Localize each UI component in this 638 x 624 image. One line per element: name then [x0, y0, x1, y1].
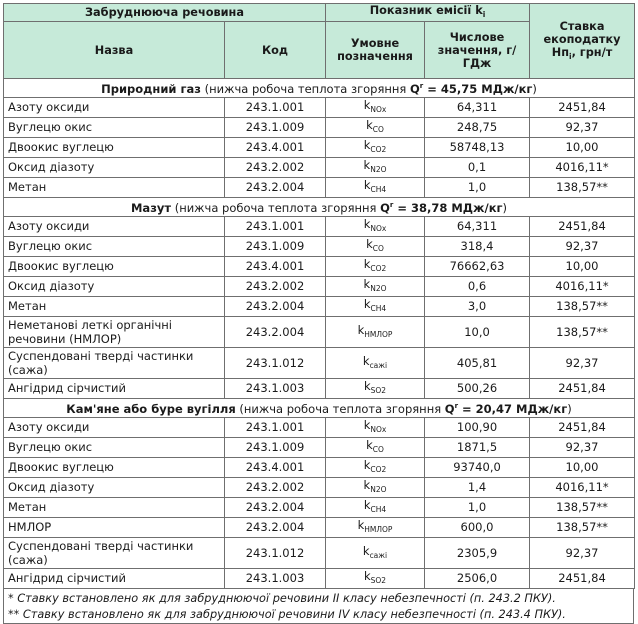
pollutant-code: 243.4.001 — [225, 458, 326, 478]
table-row — [4, 178, 635, 198]
section-q-sup: r — [419, 82, 424, 90]
tax-rate: 92,37 — [530, 237, 635, 257]
emission-value: 64,311 — [425, 217, 530, 237]
symbol-k: k — [357, 322, 365, 337]
section-header-row — [4, 79, 635, 98]
tax-rate: 10,00 — [530, 458, 635, 478]
name-header: Назва — [4, 22, 225, 79]
section-desc-suffix: ) — [502, 201, 508, 215]
section-q-symbol: Q — [380, 201, 390, 215]
emission-value: 1,4 — [425, 478, 530, 498]
pollutant-code: 243.2.002 — [225, 158, 326, 178]
table-body — [4, 79, 635, 589]
table-row — [4, 217, 635, 237]
tax-rate: 2451,84 — [530, 569, 635, 589]
emission-value: 10,0 — [425, 317, 530, 348]
symbol-subscript: НМЛОР — [364, 525, 393, 534]
section-heat-value — [380, 201, 502, 215]
tax-rate: 138,57** — [530, 498, 635, 518]
symbol-k: k — [363, 138, 371, 152]
table-row — [4, 569, 635, 589]
tax-rate: 92,37 — [530, 348, 635, 379]
emission-symbol — [326, 138, 425, 158]
symbol-subscript: НМЛОР — [364, 329, 393, 339]
pollutant-code: 243.4.001 — [225, 138, 326, 158]
emission-value: 76662,63 — [425, 257, 530, 277]
pollutant-name: Ангідрид сірчистий — [4, 569, 225, 589]
symbol-k: k — [363, 158, 371, 172]
table-row — [4, 297, 635, 317]
symbol-k: k — [363, 217, 371, 231]
emission-symbol — [326, 379, 425, 399]
pollutant-name: Оксид діазоту — [4, 158, 225, 178]
emission-value: 500,26 — [425, 379, 530, 399]
table-row — [4, 348, 635, 379]
section-desc-prefix: (нижча робоча теплота згоряння — [200, 82, 411, 96]
symbol-subscript: сажі — [369, 360, 388, 370]
section-q-symbol: Q — [410, 82, 420, 96]
pollutant-name: НМЛОР — [4, 518, 225, 538]
table-row — [4, 418, 635, 438]
pollutant-name: Вуглецю окис — [4, 438, 225, 458]
section-heat-number: = 20,47 МДж/кг — [458, 402, 568, 416]
symbol-subscript: CO2 — [370, 264, 387, 273]
emission-value: 405,81 — [425, 348, 530, 379]
tax-rate: 138,57** — [530, 518, 635, 538]
emission-value: 3,0 — [425, 297, 530, 317]
symbol-subscript: CH4 — [370, 185, 387, 194]
symbol-k: k — [363, 498, 371, 512]
emission-group-label: Показник емісії k — [369, 4, 483, 17]
pollutant-code: 243.1.009 — [225, 237, 326, 257]
tax-rate: 10,00 — [530, 138, 635, 158]
table-row — [4, 498, 635, 518]
symbol-subscript: N2O — [370, 485, 387, 494]
emission-value: 1,0 — [425, 498, 530, 518]
emission-symbol — [326, 217, 425, 237]
symbol-k: k — [362, 543, 370, 558]
pollutant-name: Вуглецю окис — [4, 237, 225, 257]
section-header-row — [4, 198, 635, 217]
tax-rate: 4016,11* — [530, 478, 635, 498]
section-fuel-name: Кам'яне або буре вугілля — [66, 402, 236, 416]
tax-rate: 138,57** — [530, 317, 635, 348]
section-desc-prefix: (нижча робоча теплота згоряння — [235, 402, 445, 416]
rate-header-label: Ставка екоподатку Нп — [543, 19, 621, 59]
table-row — [4, 277, 635, 297]
pollutant-code: 243.1.003 — [225, 569, 326, 589]
emission-symbol — [326, 478, 425, 498]
section-header-row — [4, 399, 635, 418]
emission-symbol — [326, 178, 425, 198]
pollutant-name: Двоокис вуглецю — [4, 257, 225, 277]
tax-rate: 2451,84 — [530, 217, 635, 237]
symbol-k: k — [366, 438, 373, 452]
emission-group-header — [326, 4, 530, 22]
emission-value: 2305,9 — [425, 538, 530, 569]
symbol-subscript: N2O — [370, 284, 387, 293]
symbol-k: k — [363, 98, 371, 112]
table-row — [4, 158, 635, 178]
pollutant-code: 243.2.004 — [225, 178, 326, 198]
emission-symbol — [326, 418, 425, 438]
section-heat-number: = 45,75 МДж/кг — [423, 82, 533, 96]
table-row — [4, 518, 635, 538]
pollutant-code: 243.2.002 — [225, 277, 326, 297]
symbol-subscript: CO — [372, 125, 384, 134]
emission-value: 318,4 — [425, 237, 530, 257]
symbol-subscript: CO — [372, 445, 384, 454]
section-fuel-name: Природний газ — [101, 82, 201, 96]
tax-rate: 4016,11* — [530, 158, 635, 178]
pollutant-code: 243.1.001 — [225, 418, 326, 438]
symbol-k: k — [363, 418, 371, 432]
emission-value: 1,0 — [425, 178, 530, 198]
pollutant-name: Оксид діазоту — [4, 478, 225, 498]
table-row — [4, 379, 635, 399]
pollutant-name: Суспендовані тверді частинки (сажа) — [4, 538, 225, 569]
symbol-k: k — [363, 277, 371, 291]
pollutant-code: 243.1.012 — [225, 538, 326, 569]
emission-symbol — [326, 118, 425, 138]
section-header — [4, 198, 635, 217]
pollutant-name: Метан — [4, 178, 225, 198]
emission-symbol — [326, 297, 425, 317]
symbol-subscript: NOx — [370, 224, 387, 233]
section-q-sup: r — [389, 201, 394, 209]
symbol-subscript: сажі — [369, 550, 388, 560]
table-row — [4, 98, 635, 118]
emission-symbol — [326, 538, 425, 569]
symbol-k: k — [362, 353, 370, 368]
table-row — [4, 458, 635, 478]
pollutant-code: 243.1.009 — [225, 438, 326, 458]
emission-symbol — [326, 257, 425, 277]
tax-rate: 2451,84 — [530, 418, 635, 438]
tax-rate: 92,37 — [530, 438, 635, 458]
emission-symbol — [326, 348, 425, 379]
symbol-subscript: CO2 — [370, 465, 387, 474]
section-desc-suffix: ) — [532, 82, 537, 96]
symbol-subscript: CH4 — [370, 505, 387, 514]
emission-symbol — [326, 458, 425, 478]
symbol-subscript: NOx — [370, 425, 387, 434]
footnote-2: ** Ставку встановлено як для забруднюючої речовини IV класу небезпечності (п. 243.4 ПКУ). — [8, 608, 566, 621]
tax-rate: 2451,84 — [530, 379, 635, 399]
pollutant-name: Азоту оксиди — [4, 418, 225, 438]
value-header: Числове значення, г/ГДж — [425, 22, 530, 79]
emission-symbol — [326, 237, 425, 257]
table-row — [4, 118, 635, 138]
emission-symbol — [326, 317, 425, 348]
tax-rate: 10,00 — [530, 257, 635, 277]
emission-value: 100,90 — [425, 418, 530, 438]
symbol-k: k — [363, 178, 371, 192]
rate-header — [530, 4, 635, 79]
symbol-k: k — [363, 569, 371, 583]
tax-rate: 138,57** — [530, 297, 635, 317]
pollutant-name: Вуглецю окис — [4, 118, 225, 138]
symbol-k: k — [357, 518, 365, 532]
table-row — [4, 478, 635, 498]
emission-value: 2506,0 — [425, 569, 530, 589]
symbol-k: k — [366, 237, 373, 251]
symbol-subscript: SO2 — [370, 386, 387, 395]
emission-symbol — [326, 277, 425, 297]
rate-header-sub: і — [569, 51, 572, 61]
table-row — [4, 138, 635, 158]
symbol-subscript: CO — [372, 244, 384, 253]
symbol-subscript: CH4 — [370, 304, 387, 313]
symbol-k: k — [363, 257, 371, 271]
section-fuel-name: Мазут — [130, 201, 172, 215]
pollutant-code: 243.2.004 — [225, 518, 326, 538]
symbol-subscript: N2O — [370, 165, 387, 174]
symbol-k: k — [363, 478, 371, 492]
symbol-k: k — [363, 297, 371, 311]
table-row — [4, 237, 635, 257]
section-header — [4, 79, 635, 98]
emission-symbol — [326, 98, 425, 118]
table-row — [4, 317, 635, 348]
emission-value: 64,311 — [425, 98, 530, 118]
pollutant-code: 243.2.004 — [225, 317, 326, 348]
pollutant-code: 243.4.001 — [225, 257, 326, 277]
header-row-top — [4, 4, 635, 22]
rate-header-unit: , грн/т — [571, 45, 613, 59]
pollutant-code: 243.2.002 — [225, 478, 326, 498]
emission-symbol — [326, 158, 425, 178]
pollutant-name: Двоокис вуглецю — [4, 138, 225, 158]
symbol-k: k — [363, 379, 371, 393]
table-row — [4, 538, 635, 569]
emission-table-container — [3, 3, 634, 624]
footnote-1: * Ставку встановлено як для забруднюючої речовини II класу небезпечності (п. 243.2 ПКУ). — [8, 592, 556, 605]
pollutant-code: 243.1.012 — [225, 348, 326, 379]
emission-value: 248,75 — [425, 118, 530, 138]
emission-symbol — [326, 518, 425, 538]
pollutant-code: 243.1.009 — [225, 118, 326, 138]
pollutant-name: Азоту оксиди — [4, 98, 225, 118]
section-q-sup: r — [454, 402, 459, 410]
tax-rate: 4016,11* — [530, 277, 635, 297]
pollutant-name: Суспендовані тверді частинки (сажа) — [4, 348, 225, 379]
section-q-symbol: Q — [444, 402, 455, 416]
footnotes — [3, 589, 634, 624]
table-row — [4, 257, 635, 277]
section-heat-value — [410, 82, 532, 96]
pollutant-name: Метан — [4, 498, 225, 518]
section-header — [4, 399, 635, 418]
emission-value: 0,6 — [425, 277, 530, 297]
pollutant-code: 243.2.004 — [225, 297, 326, 317]
pollutant-name: Двоокис вуглецю — [4, 458, 225, 478]
emission-symbol — [326, 438, 425, 458]
tax-rate: 92,37 — [530, 118, 635, 138]
emission-value: 58748,13 — [425, 138, 530, 158]
emission-value: 93740,0 — [425, 458, 530, 478]
pollutant-code: 243.1.003 — [225, 379, 326, 399]
pollutant-code: 243.2.004 — [225, 498, 326, 518]
table-row — [4, 438, 635, 458]
pollutant-name: Оксид діазоту — [4, 277, 225, 297]
emission-group-sub: i — [482, 10, 486, 19]
emission-symbol — [326, 498, 425, 518]
symbol-subscript: CO2 — [370, 145, 387, 154]
section-desc-prefix: (нижча робоча теплота згоряння — [171, 201, 381, 215]
pollutant-code: 243.1.001 — [225, 217, 326, 237]
section-heat-number: = 38,78 МДж/кг — [393, 201, 503, 215]
code-header: Код — [225, 22, 326, 79]
emission-symbol — [326, 569, 425, 589]
symbol-k: k — [366, 118, 373, 132]
pollutant-name: Метан — [4, 297, 225, 317]
emission-value: 0,1 — [425, 158, 530, 178]
symbol-k: k — [363, 458, 371, 472]
symbol-header: Умовне позначення — [326, 22, 425, 79]
emission-value: 600,0 — [425, 518, 530, 538]
tax-rate: 92,37 — [530, 538, 635, 569]
tax-rate: 2451,84 — [530, 98, 635, 118]
emission-value: 1871,5 — [425, 438, 530, 458]
pollutant-name: Азоту оксиди — [4, 217, 225, 237]
pollutant-name: Ангідрид сірчистий — [4, 379, 225, 399]
pollutant-group-header: Забруднююча речовина — [4, 4, 326, 22]
pollutant-name: Неметанові леткі органічні речовини (НМЛОР) — [4, 317, 225, 348]
pollutant-code: 243.1.001 — [225, 98, 326, 118]
symbol-subscript: NOx — [370, 105, 387, 114]
tax-rate: 138,57** — [530, 178, 635, 198]
section-heat-value — [445, 402, 567, 416]
symbol-subscript: SO2 — [370, 576, 387, 585]
emission-rates-table — [3, 3, 635, 589]
section-desc-suffix: ) — [567, 402, 572, 416]
